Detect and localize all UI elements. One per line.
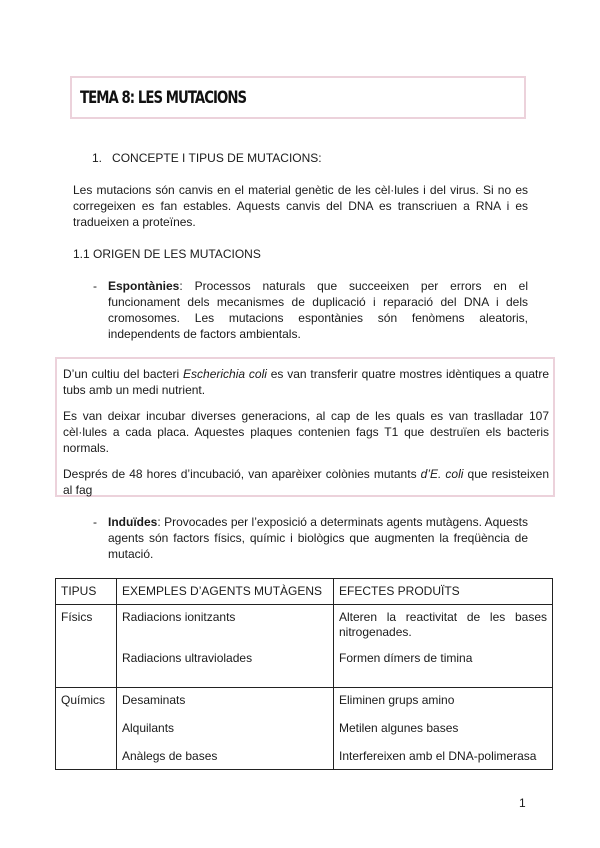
text: D’un cultiu del bacteri xyxy=(63,367,184,381)
induced-term: Induïdes xyxy=(108,515,158,529)
table-row xyxy=(56,688,553,770)
section-number: 1. xyxy=(92,151,103,165)
header-cell: EXEMPLES D’AGENTS MUTÀGENS xyxy=(117,579,334,605)
title-box xyxy=(70,76,526,119)
box-paragraph-1 xyxy=(63,366,549,398)
agents-cell xyxy=(117,605,334,688)
table-header-row xyxy=(56,579,553,605)
section-heading-1-1: 1.1 ORIGEN DE LES MUTACIONS xyxy=(73,247,261,261)
page-number: 1 xyxy=(519,796,526,810)
type-cell: Físics xyxy=(56,605,117,688)
induced-text: : Provocades per l’exposició a determinats agents mutàgens. Aquests agents són factors físics, químic i biològics que augmenten la freqüència de mutació. xyxy=(108,515,528,561)
mutagens-table xyxy=(55,578,553,770)
box-paragraph-3 xyxy=(63,466,549,498)
agent: Anàlegs de bases xyxy=(122,749,218,763)
bullet-dash: - xyxy=(93,279,97,293)
section-title: CONCEPTE I TIPUS DE MUTACIONS: xyxy=(112,151,322,165)
table-row xyxy=(56,605,553,688)
effect: Alteren la reactivitat de les bases nitrogenades. xyxy=(339,610,547,639)
spontaneous-term: Espontànies xyxy=(108,279,180,293)
text: que resisteixen al fag xyxy=(63,467,549,497)
type-cell: Químics xyxy=(56,688,117,770)
agent: Desaminats xyxy=(122,693,186,707)
header-cell: TIPUS xyxy=(56,579,117,605)
section-heading-1 xyxy=(92,151,322,165)
effects-cell xyxy=(334,605,553,688)
effect: Formen dímers de timina xyxy=(339,651,473,665)
spontaneous-text: : Processos naturals que succeeixen per errors en el funcionament dels mecanismes de duplicació i reparació del DNA i dels cromosomes. Les mutacions espontànies són fenòmens aleatoris, independents de factors ambientals. xyxy=(108,279,528,341)
effect: Eliminen grups amino xyxy=(339,693,455,707)
agent: Radiacions ultraviolades xyxy=(122,651,253,665)
text: es van transferir quatre mostres idèntiques a quatre tubs amb un medi nutrient. xyxy=(63,367,550,397)
box-paragraph-2: Es van deixar incubar diverses generacions, al cap de les quals es van traslladar 107 cèl·lules a cada placa. Aquestes plaques contenien fags T1 que destruïen els bacteris normals. xyxy=(63,409,549,455)
agent: Alquilants xyxy=(122,721,175,735)
spontaneous-bullet xyxy=(93,278,528,342)
page-title: TEMA 8: LES MUTACIONS xyxy=(80,88,247,108)
experiment-box xyxy=(55,357,555,497)
effect: Interfereixen amb el DNA-polimerasa xyxy=(339,749,537,763)
agents-cell xyxy=(117,688,334,770)
effect: Metilen algunes bases xyxy=(339,721,459,735)
bullet-dash: - xyxy=(93,515,97,529)
agent: Radiacions ionitzants xyxy=(122,610,236,624)
text: Després de 48 hores d’incubació, van aparèixer colònies mutants xyxy=(63,467,421,481)
header-cell: EFECTES PRODUÏTS xyxy=(334,579,553,605)
intro-paragraph: Les mutacions són canvis en el material genètic de les cèl·lules i del virus. Si no es corregeixen es fan estables. Aquests canvis del DNA es transcriuen a RNA i es tradueixen a proteïnes. xyxy=(73,183,528,229)
species-name: Escherichia coli xyxy=(183,367,267,381)
effects-cell xyxy=(334,688,553,770)
species-name: d’E. coli xyxy=(420,467,464,481)
induced-bullet xyxy=(93,514,528,562)
